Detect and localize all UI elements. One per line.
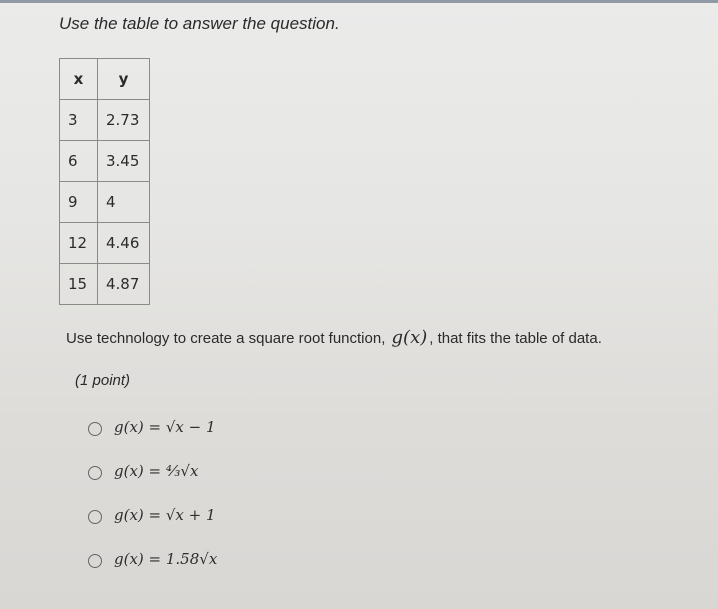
- data-table: [59, 58, 150, 305]
- table-row: [60, 141, 150, 182]
- answer-choice-text[interactable]: g(x) = 1.58√x: [114, 550, 218, 568]
- question-text-start: Use technology to create a square root function,: [66, 330, 390, 347]
- table-row: [60, 264, 150, 305]
- table-cell-x: 12: [60, 223, 98, 264]
- table-row: [60, 182, 150, 223]
- radio-button-icon[interactable]: [88, 466, 102, 480]
- column-header-y: y: [98, 59, 150, 100]
- instruction-text: Use the table to answer the question.: [59, 14, 340, 33]
- answer-choice-text[interactable]: g(x) = ⁴⁄₃√x: [114, 462, 199, 480]
- question-text-end: , that fits the table of data.: [429, 330, 602, 347]
- table-cell-y: 3.45: [98, 141, 150, 182]
- column-header-x: x: [60, 59, 98, 100]
- points-label: (1 point): [75, 372, 131, 389]
- table-cell-x: 15: [60, 264, 98, 305]
- table-cell-x: 9: [60, 182, 98, 223]
- radio-button-icon[interactable]: [88, 510, 102, 524]
- answer-choice-1[interactable]: [88, 418, 217, 462]
- table-row: [60, 223, 150, 264]
- question-text: [66, 327, 602, 348]
- table-cell-y: 4: [98, 182, 150, 223]
- table-cell-x: 6: [60, 141, 98, 182]
- table-cell-x: 3: [60, 100, 98, 141]
- answer-choice-text[interactable]: g(x) = √x − 1: [114, 418, 216, 436]
- answer-choice-text[interactable]: g(x) = √x + 1: [114, 506, 216, 524]
- table-cell-y: 4.87: [98, 264, 150, 305]
- answer-choice-4[interactable]: [88, 550, 217, 594]
- table-row: [60, 100, 150, 141]
- top-divider: [0, 0, 718, 3]
- table-header-row: [60, 59, 150, 100]
- function-name: g(x): [391, 327, 428, 348]
- answer-choice-3[interactable]: [88, 506, 217, 550]
- radio-button-icon[interactable]: [88, 554, 102, 568]
- radio-button-icon[interactable]: [88, 422, 102, 436]
- table-cell-y: 2.73: [98, 100, 150, 141]
- answer-choice-2[interactable]: [88, 462, 217, 506]
- answer-choices: [88, 418, 217, 594]
- table-cell-y: 4.46: [98, 223, 150, 264]
